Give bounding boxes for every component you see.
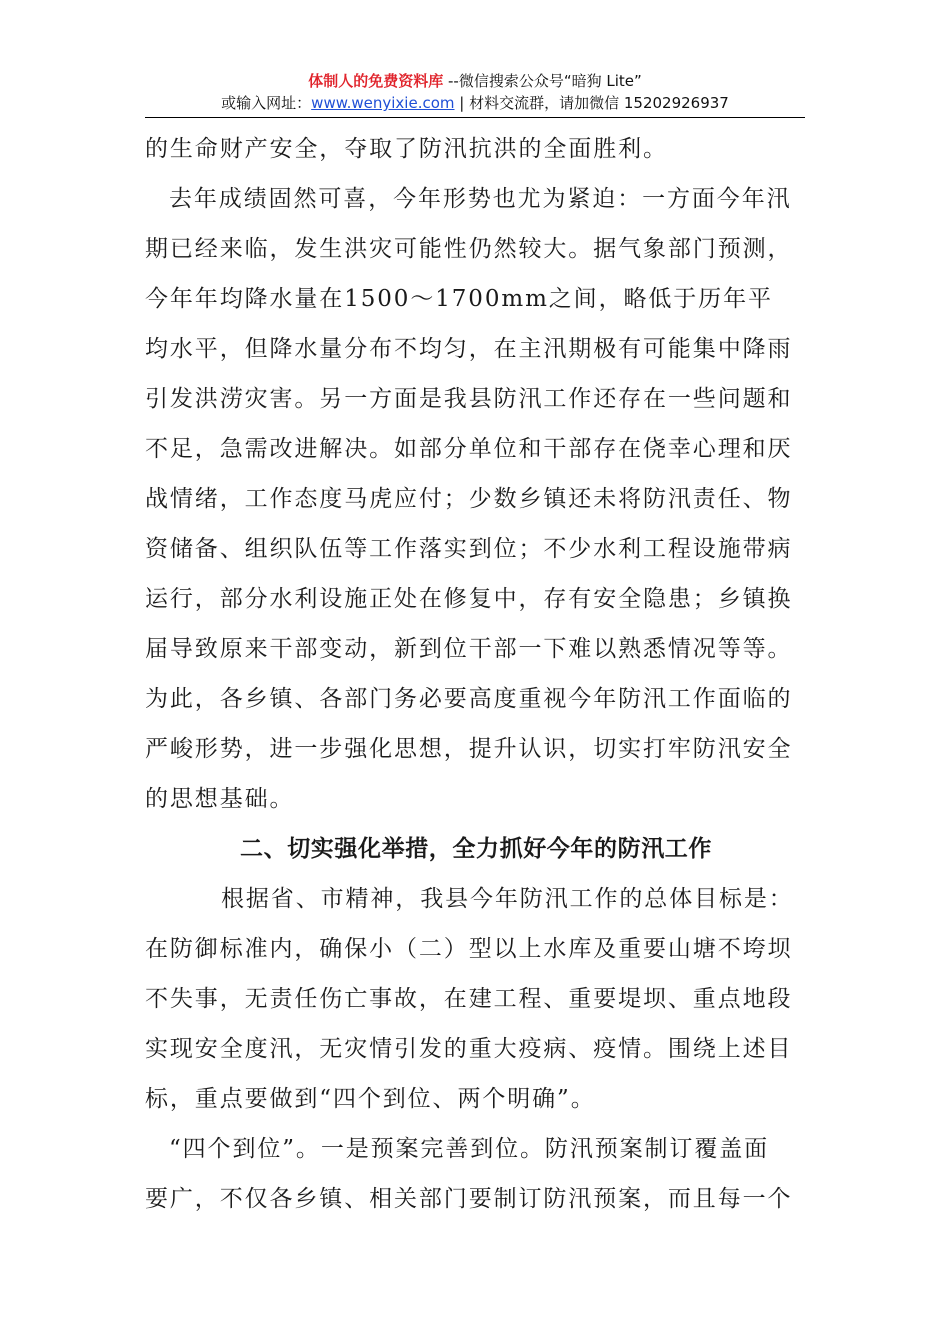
header-line-2	[145, 92, 805, 114]
header-url-link[interactable]: www.wenyixie.com	[311, 94, 455, 112]
text-line: 要广，不仅各乡镇、相关部门要制订防汛预案，而且每一个	[145, 1186, 793, 1212]
text-line: “四个到位”。一是预案完善到位。防汛预案制订覆盖面	[169, 1136, 770, 1162]
header-brand: 体制人的免费资料库	[308, 72, 444, 90]
header-line-1	[145, 70, 805, 92]
text-line: 实现安全度汛，无灾情引发的重大疫病、疫情。围绕上述目	[145, 1036, 793, 1062]
text-line: 为此，各乡镇、各部门务必要高度重视今年防汛工作面临的	[145, 686, 793, 712]
text-line: 的思想基础。	[145, 786, 295, 812]
text-line: 根据省、市精神，我县今年防汛工作的总体目标是：	[221, 886, 794, 912]
text-line: 运行，部分水利设施正处在修复中，存有安全隐患；乡镇换	[145, 586, 793, 612]
text-line: 资储备、组织队伍等工作落实到位；不少水利工程设施带病	[145, 536, 793, 562]
text-line: 战情绪，工作态度马虎应付；少数乡镇还未将防汛责任、物	[145, 486, 793, 512]
text-line: 均水平，但降水量分布不均匀，在主汛期极有可能集中降雨	[145, 336, 793, 362]
text-line: 引发洪涝灾害。另一方面是我县防汛工作还存在一些问题和	[145, 386, 793, 412]
document-body	[145, 124, 807, 1224]
text-line: 去年成绩固然可喜，今年形势也尤为紧迫：一方面今年汛	[169, 186, 792, 212]
text-line: 标，重点要做到“四个到位、两个明确”。	[145, 1086, 596, 1112]
header-contact: | 材料交流群，请加微信 15202926937	[454, 94, 729, 112]
section-heading: 二、切实强化举措，全力抓好今年的防汛工作	[240, 836, 712, 862]
header-divider	[145, 117, 805, 118]
text-line: 今年年均降水量在1500～1700mm之间，略低于历年平	[145, 286, 773, 312]
page-header	[145, 70, 805, 114]
text-line: 不足，急需改进解决。如部分单位和干部存在侥幸心理和厌	[145, 436, 793, 462]
text-line: 期已经来临，发生洪灾可能性仍然较大。据气象部门预测，	[145, 236, 793, 262]
text-line: 在防御标准内，确保小（二）型以上水库及重要山塘不垮坝	[145, 936, 793, 962]
header-url-prefix: 或输入网址：	[221, 94, 312, 112]
header-tagline: --微信搜索公众号“暗狗 Lite”	[443, 72, 642, 90]
text-line: 不失事，无责任伤亡事故，在建工程、重要堤坝、重点地段	[145, 986, 793, 1012]
text-line: 届导致原来干部变动，新到位干部一下难以熟悉情况等等。	[145, 636, 793, 662]
text-line: 严峻形势，进一步强化思想，提升认识，切实打牢防汛安全	[145, 736, 793, 762]
text-line: 的生命财产安全，夺取了防汛抗洪的全面胜利。	[145, 136, 668, 162]
